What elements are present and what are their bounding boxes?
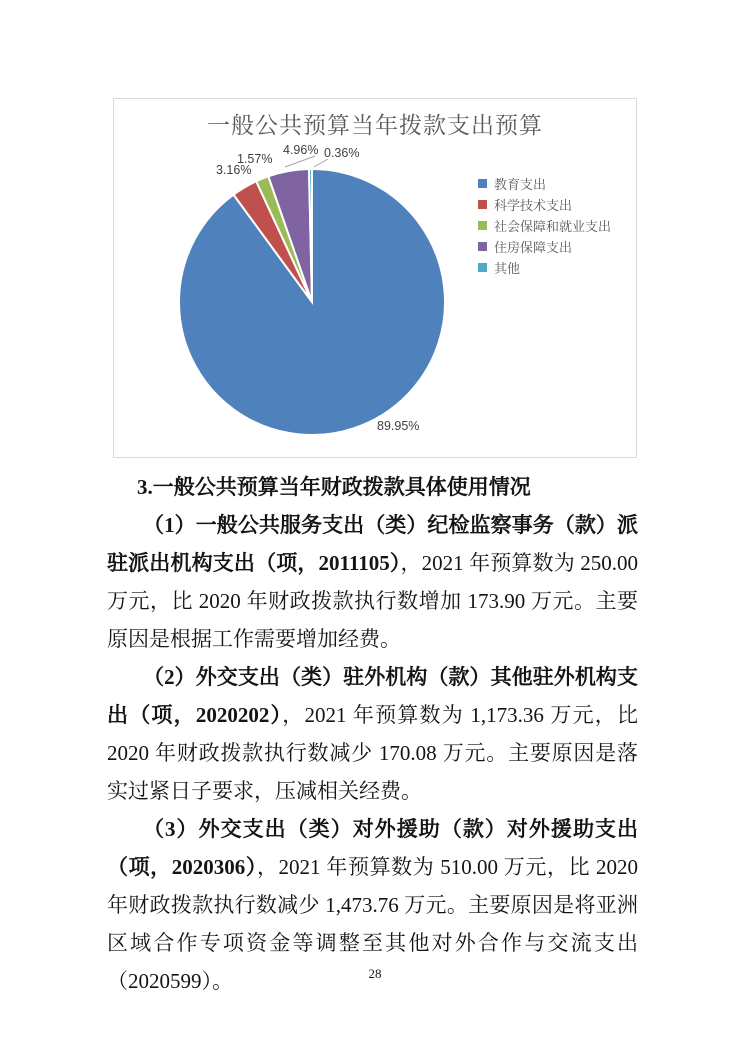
pie-data-label-education: 89.95% <box>377 419 420 433</box>
paragraph-1 <box>107 506 638 658</box>
paragraph-2-bold-segment: （2）外交支出（类）驻外机构（款）其他驻外机构支出（项，2020202） <box>107 665 638 727</box>
paragraph-1-regular-segment: ，2021 年预算数为 250.00 万元，比 2020 年财政拨款执行数增加 173.90 万元。主要原因是根据工作需要增加经费。 <box>107 551 639 651</box>
legend-color-swatch <box>478 179 487 188</box>
budget-pie-chart-panel <box>113 98 637 458</box>
paragraph-3-regular-segment: ，2021 年预算数为 510.00 万元，比 2020 年财政拨款执行数减少 1,473.76 万元。主要原因是将亚洲区域合作专项资金等调整至其他对外合作与交流支出（2020599）。 <box>107 855 639 993</box>
legend-color-swatch <box>478 200 487 209</box>
page-number: 28 <box>368 966 382 981</box>
legend-item-social-security <box>478 215 636 236</box>
leader-line-housing <box>285 156 315 167</box>
paragraph-2-regular-segment: ，2021 年预算数为 1,173.36 万元，比 2020 年财政拨款执行数减少 170.08 万元。主要原因是落实过紧日子要求，压减相关经费。 <box>107 703 638 803</box>
legend-label: 教育支出 <box>494 177 547 192</box>
legend-color-swatch <box>478 263 487 272</box>
legend-label: 社会保障和就业支出 <box>494 219 612 234</box>
paragraph-3-bold-segment: （3）外交支出（类）对外援助（款）对外援助支出（项，2020306） <box>107 817 638 879</box>
paragraph-2 <box>107 658 638 810</box>
paragraph-1-bold-segment: （1）一般公共服务支出（类）纪检监察事务（款）派驻派出机构支出（项，2011105） <box>107 513 638 575</box>
pie-slices <box>179 169 445 435</box>
chart-title: 一般公共预算当年拨款支出预算 <box>207 113 543 138</box>
legend-item-science <box>478 194 636 215</box>
section-heading: 3.一般公共预算当年财政拨款具体使用情况 <box>137 475 531 499</box>
legend-label: 科学技术支出 <box>494 198 573 213</box>
legend-item-housing <box>478 236 636 257</box>
chart-legend <box>478 173 636 278</box>
document-body <box>107 468 638 1000</box>
legend-item-other <box>478 257 636 278</box>
legend-color-swatch <box>478 221 487 230</box>
leader-line-other <box>314 159 328 167</box>
legend-label: 其他 <box>494 261 521 276</box>
leader-lines <box>285 156 328 167</box>
pie-data-label-other: 0.36% <box>324 146 360 160</box>
pie-data-label-social-security: 1.57% <box>237 152 273 166</box>
legend-color-swatch <box>478 242 487 251</box>
legend-label: 住房保障支出 <box>494 240 573 255</box>
pie-chart-svg <box>114 99 638 459</box>
pie-data-label-science: 3.16% <box>216 163 252 177</box>
pie-data-label-housing: 4.96% <box>283 143 319 157</box>
legend-item-education <box>478 173 636 194</box>
